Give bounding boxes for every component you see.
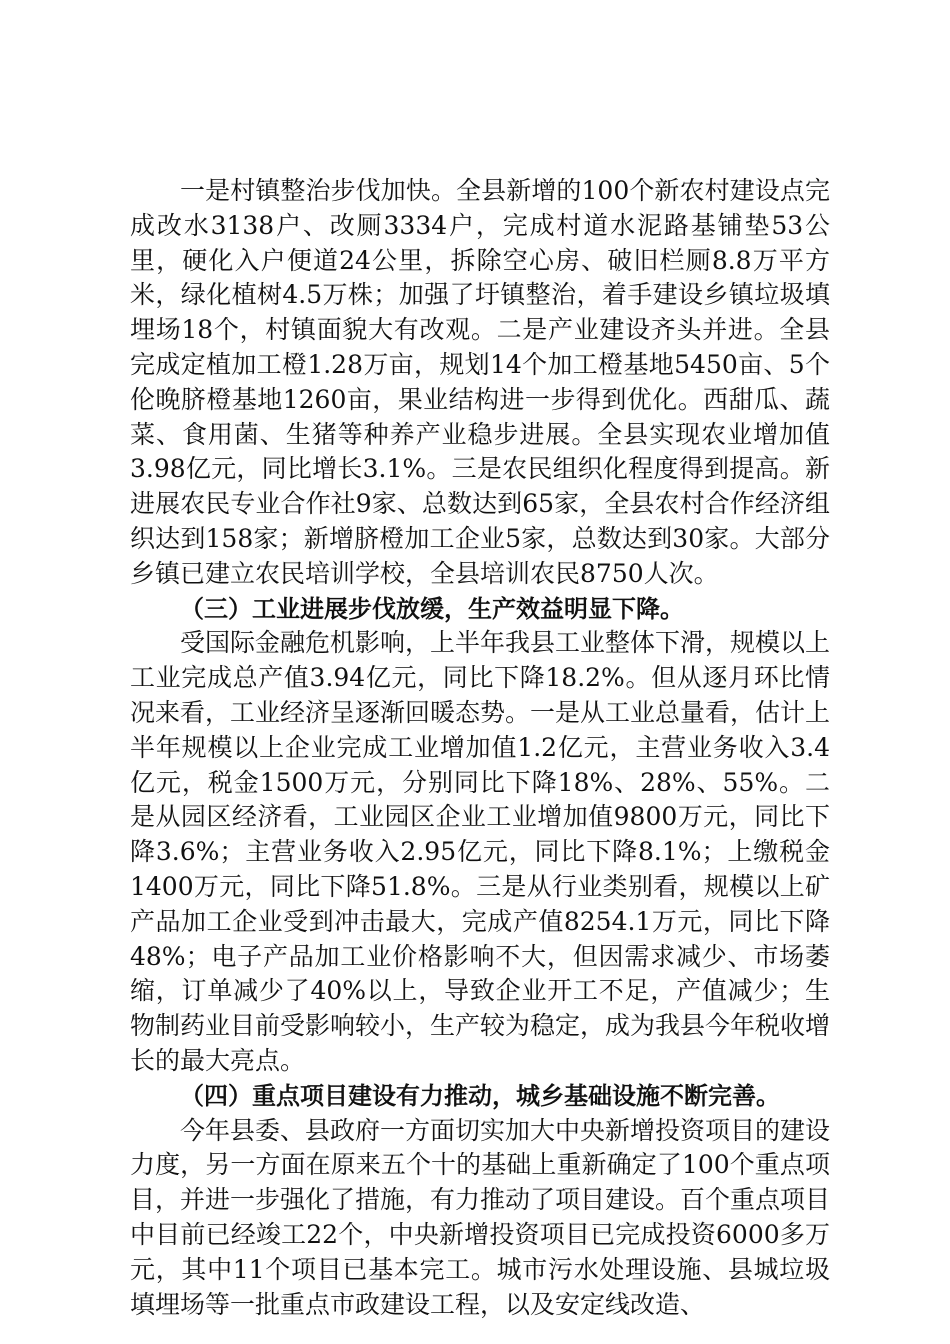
paragraph-village-agriculture: 一是村镇整治步伐加快。全县新增的100个新农村建设点完成改水3138户、改厕3334户，完成村道水泥路基铺垫53公里，硬化入户便道24公里，拆除空心房、破旧栏厕8.8万平方米，绿化植树4.5万株；加强了圩镇整治，着手建设乡镇垃圾填埋场18个，村镇面貌大有改观。二是产业建设齐头并进。全县完成定植加工橙1.28万亩，规划14个加工橙基地5450亩、5个伦晚脐橙基地1260亩，果业结构进一步得到优化。西甜瓜、蔬菜、食用菌、生猪等种养产业稳步进展。全县实现农业增加值3.98亿元，同比增长3.1%。三是农民组织化程度得到提高。新进展农民专业合作社9家、总数达到65家，全县农村合作经济组织达到158家；新增脐橙加工企业5家，总数达到30家。大部分乡镇已建立农民培训学校，全县培训农民8750人次。 bbox=[130, 176, 830, 588]
paragraph-key-projects: 今年县委、县政府一方面切实加大中央新增投资项目的建设力度，另一方面在原来五个十的基础上重新确定了100个重点项目，并进一步强化了措施，有力推动了项目建设。百个重点项目中目前已经竣工22个，中央新增投资项目已完成投资6000多万元，其中11个项目已基本完工。城市污水处理设施、县城垃圾填埋场等一批重点市政建设工程，以及安定线改造、 bbox=[130, 1115, 831, 1319]
document-page bbox=[130, 174, 830, 1322]
section-heading-industry: （三）工业进展步伐放缓，生产效益明显下降。 bbox=[180, 594, 684, 623]
paragraph-industry: 受国际金融危机影响，上半年我县工业整体下滑，规模以上工业完成总产值3.94亿元，同比下降18.2%。但从逐月环比情况来看，工业经济呈逐渐回暖态势。一是从工业总量看，估计上半年规模以上企业完成工业增加值1.2亿元，主营业务收入3.4亿元，税金1500万元，分别同比下降18%、28%、55%。二是从园区经济看，工业园区企业工业增加值9800万元，同比下降3.6%；主营业务收入2.95亿元，同比下降8.1%；上缴税金1400万元，同比下降51.8%。三是从行业类别看，规模以上矿产品加工企业受到冲击最大，完成产值8254.1万元，同比下降48%；电子产品加工业价格影响不大，但因需求减少、市场萎缩，订单减少了40%以上，导致企业开工不足，产值减少；生物制药业目前受影响较小，生产较为稳定，成为我县今年税收增长的最大亮点。 bbox=[130, 628, 831, 1075]
section-heading-key-projects: （四）重点项目建设有力推动，城乡基础设施不断完善。 bbox=[180, 1081, 780, 1110]
